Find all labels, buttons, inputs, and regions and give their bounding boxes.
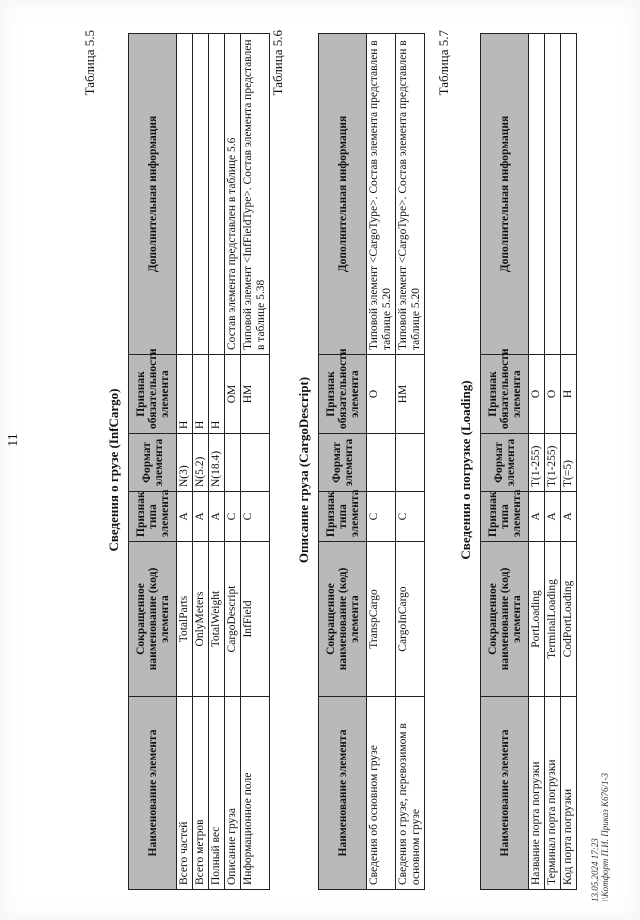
cell-format: T(1-255) [545, 434, 561, 492]
cell-info [209, 34, 225, 355]
cell-type: С [225, 492, 241, 542]
cell-required: Н [561, 355, 577, 434]
header-code: Сокращенное наименование (код) элемента [319, 542, 367, 697]
page-number: 11 [6, 433, 21, 447]
cell-name: Терминал порта погрузки [545, 697, 561, 890]
cell-format: N(3) [177, 434, 193, 492]
cell-code: CodPortLoading [561, 542, 577, 697]
cell-name: Всего частей [177, 697, 193, 890]
table-5-5 [128, 33, 270, 890]
header-type: Признак типа элемента [319, 492, 367, 542]
table-row [396, 34, 425, 890]
table-row [209, 34, 225, 890]
document-footer [590, 773, 610, 902]
cell-name: Сведения о грузе, перевозимом в основном грузе [396, 697, 425, 890]
table-label-5-7: Таблица 5.7 [436, 30, 451, 96]
header-format: Формат элемента [481, 434, 529, 492]
cell-info: Типовой элемент <InfFieldType>. Состав элемента представлен в таблице 5.38 [241, 34, 270, 355]
cell-type: А [193, 492, 209, 542]
cell-code: TerminalLoading [545, 542, 561, 697]
cell-type: С [241, 492, 270, 542]
table-caption-5-5: Сведения о грузе (InfCargo) [106, 388, 121, 552]
table-label-5-6: Таблица 5.6 [270, 30, 285, 96]
cell-format: N(18.4) [209, 434, 225, 492]
table-header-row [481, 34, 529, 890]
header-type: Признак типа элемента [129, 492, 177, 542]
cell-type: А [561, 492, 577, 542]
cell-code: InfField [241, 542, 270, 697]
cell-type: А [209, 492, 225, 542]
cell-code: TotalParts [177, 542, 193, 697]
cell-required: НМ [241, 355, 270, 434]
table-row [193, 34, 209, 890]
header-code: Сокращенное наименование (код) элемента [129, 542, 177, 697]
cell-required: НМ [396, 355, 425, 434]
footer-path: \\Котфорт П.И. Приказ К676/1-3 [600, 772, 610, 902]
header-required: Признак обязательности элемента [129, 355, 177, 434]
cell-format: N(5.2) [193, 434, 209, 492]
table-5-6 [318, 33, 425, 890]
header-type: Признак типа элемента [481, 492, 529, 542]
cell-code: CargoInCargo [396, 542, 425, 697]
cell-code: TranspCargo [367, 542, 396, 697]
cell-info [561, 34, 577, 355]
cell-info: Состав элемента представлен в таблице 5.6 [225, 34, 241, 355]
cell-name: Название порта погрузки [529, 697, 545, 890]
cell-type: А [177, 492, 193, 542]
cell-name: Описание груза [225, 697, 241, 890]
cell-code: TotalWeight [209, 542, 225, 697]
cell-info [193, 34, 209, 355]
table-header-row [129, 34, 177, 890]
header-name: Наименование элемента [319, 697, 367, 890]
table-row [529, 34, 545, 890]
cell-info [177, 34, 193, 355]
cell-required: О [529, 355, 545, 434]
cell-required: О [367, 355, 396, 434]
cell-format [367, 434, 396, 492]
table-row [545, 34, 561, 890]
cell-format [396, 434, 425, 492]
table-row [367, 34, 396, 890]
cell-required: Н [193, 355, 209, 434]
cell-format: T(1-255) [529, 434, 545, 492]
table-row [561, 34, 577, 890]
cell-required: Н [177, 355, 193, 434]
cell-info: Типовой элемент <CargoType>. Состав элемента представлен в таблице 5.20 [396, 34, 425, 355]
cell-required: О [545, 355, 561, 434]
header-info: Дополнительная информация [319, 34, 367, 355]
header-info: Дополнительная информация [481, 34, 529, 355]
cell-name: Код порта погрузки [561, 697, 577, 890]
cell-code: PortLoading [529, 542, 545, 697]
header-name: Наименование элемента [481, 697, 529, 890]
cell-type: С [396, 492, 425, 542]
header-format: Формат элемента [319, 434, 367, 492]
cell-name: Сведения об основном грузе [367, 697, 396, 890]
header-code: Сокращенное наименование (код) элемента [481, 542, 529, 697]
table-5-7 [480, 33, 577, 890]
header-info: Дополнительная информация [129, 34, 177, 355]
cell-format: T(=5) [561, 434, 577, 492]
header-required: Признак обязательности элемента [481, 355, 529, 434]
header-required: Признак обязательности элемента [319, 355, 367, 434]
footer-timestamp: 13.05.2024 17:23 [590, 838, 600, 902]
header-name: Наименование элемента [129, 697, 177, 890]
table-row [225, 34, 241, 890]
cell-type: А [545, 492, 561, 542]
cell-info [529, 34, 545, 355]
cell-info: Типовой элемент <CargoType>. Состав элемента представлен в таблице 5.20 [367, 34, 396, 355]
table-caption-5-7: Сведения о погрузке (Loading) [458, 380, 473, 560]
cell-name: Всего метров [193, 697, 209, 890]
table-label-5-5: Таблица 5.5 [82, 30, 97, 96]
cell-code: OnlyMeters [193, 542, 209, 697]
table-row [177, 34, 193, 890]
cell-name: Информационное поле [241, 697, 270, 890]
table-caption-5-6: Описание груза (CargoDescript) [296, 376, 311, 564]
header-format: Формат элемента [129, 434, 177, 492]
cell-format [225, 434, 241, 492]
cell-format [241, 434, 270, 492]
cell-type: А [529, 492, 545, 542]
cell-type: С [367, 492, 396, 542]
table-row [241, 34, 270, 890]
cell-name: Полный вес [209, 697, 225, 890]
cell-required: Н [209, 355, 225, 434]
cell-code: CargoDescript [225, 542, 241, 697]
cell-required: ОМ [225, 355, 241, 434]
cell-info [545, 34, 561, 355]
table-header-row [319, 34, 367, 890]
